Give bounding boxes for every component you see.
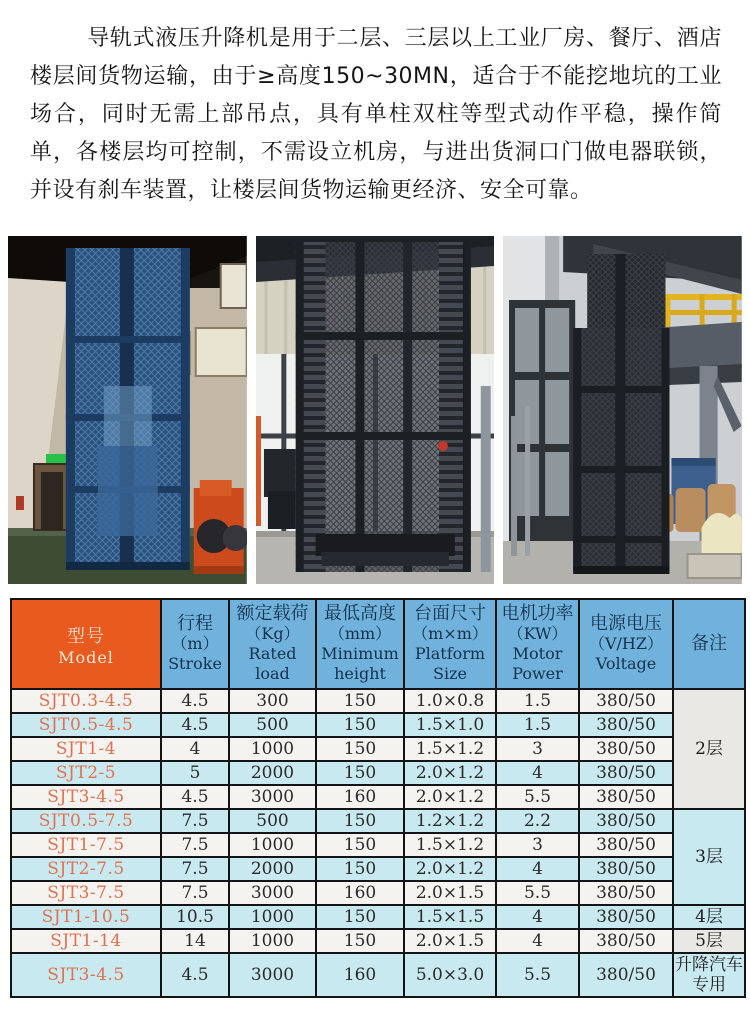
cell-voltage: 380/50	[579, 689, 673, 713]
table-row	[11, 905, 745, 929]
col-header-voltage-unit: （V/HZ）	[588, 634, 664, 653]
col-header-voltage-en: Voltage	[595, 654, 657, 673]
cell-platform: 2.0×1.5	[404, 881, 496, 905]
cell-min-height: 150	[316, 713, 404, 737]
col-header-model-en: Model	[58, 647, 114, 667]
cell-voltage: 380/50	[579, 857, 673, 881]
cell-platform: 2.0×1.2	[404, 857, 496, 881]
col-header-motor-power-unit: （KW）	[507, 624, 568, 643]
cell-platform: 2.0×1.5	[404, 929, 496, 953]
cell-power: 1.5	[496, 713, 579, 737]
cell-min-height: 150	[316, 833, 404, 857]
blue-lift-illustration	[8, 236, 247, 584]
table-row	[11, 881, 745, 905]
cell-platform: 1.0×0.8	[404, 689, 496, 713]
col-header-min-height	[316, 599, 404, 689]
cell-model: SJT3-7.5	[11, 881, 161, 905]
col-header-stroke-unit: （m）	[171, 634, 219, 653]
cell-stroke: 7.5	[161, 881, 229, 905]
cell-model: SJT0.3-4.5	[11, 689, 161, 713]
col-header-platform-size	[404, 599, 496, 689]
cell-model: SJT2-7.5	[11, 857, 161, 881]
cell-voltage: 380/50	[579, 929, 673, 953]
cell-power: 4	[496, 761, 579, 785]
cell-load: 3000	[229, 881, 316, 905]
cell-load: 300	[229, 689, 316, 713]
cell-platform: 1.2×1.2	[404, 809, 496, 833]
col-header-remark-zh: 备注	[691, 633, 727, 654]
spec-table-container	[10, 598, 744, 998]
cell-power: 4	[496, 905, 579, 929]
cell-min-height: 150	[316, 737, 404, 761]
col-header-rated-load-en: Rated load	[248, 644, 297, 683]
table-row	[11, 953, 745, 997]
cell-load: 1000	[229, 737, 316, 761]
cell-stroke: 5	[161, 761, 229, 785]
product-photo-lift-mezzanine	[503, 236, 742, 584]
table-row	[11, 857, 745, 881]
col-header-stroke-en: Stroke	[168, 654, 222, 673]
cell-stroke: 4.5	[161, 689, 229, 713]
cell-voltage: 380/50	[579, 953, 673, 997]
col-header-motor-power-en: Motor Power	[512, 644, 563, 683]
cell-remark-5f: 5层	[673, 929, 745, 953]
cell-model: SJT1-4	[11, 737, 161, 761]
col-header-voltage-zh: 电源电压	[590, 613, 662, 634]
cell-voltage: 380/50	[579, 785, 673, 809]
dark-cage-tower	[295, 242, 470, 572]
cell-load: 1000	[229, 833, 316, 857]
col-header-model-zh: 型号	[67, 625, 105, 647]
table-row	[11, 785, 745, 809]
table-row	[11, 737, 745, 761]
cell-power: 1.5	[496, 689, 579, 713]
cell-load: 1000	[229, 929, 316, 953]
cell-min-height: 160	[316, 881, 404, 905]
col-header-stroke-zh: 行程	[177, 613, 213, 634]
cell-platform: 1.5×1.2	[404, 737, 496, 761]
cell-stroke: 4.5	[161, 785, 229, 809]
cell-voltage: 380/50	[579, 809, 673, 833]
col-header-stroke	[161, 599, 229, 689]
cell-power: 2.2	[496, 809, 579, 833]
cell-model: SJT2-5	[11, 761, 161, 785]
cell-model: SJT0.5-7.5	[11, 809, 161, 833]
cell-stroke: 4	[161, 737, 229, 761]
cell-stroke: 7.5	[161, 809, 229, 833]
cell-power: 5.5	[496, 881, 579, 905]
cell-load: 3000	[229, 785, 316, 809]
cell-voltage: 380/50	[579, 905, 673, 929]
cell-min-height: 150	[316, 929, 404, 953]
col-header-rated-load	[229, 599, 316, 689]
cell-stroke: 4.5	[161, 713, 229, 737]
header-row	[11, 599, 745, 689]
cell-remark-4f: 4层	[673, 905, 745, 929]
dark-lift-workshop-illustration	[256, 236, 495, 584]
cell-min-height: 150	[316, 857, 404, 881]
cell-model: SJT1-14	[11, 929, 161, 953]
col-header-voltage	[579, 599, 673, 689]
cell-remark-3f: 3层	[673, 809, 745, 905]
cell-voltage: 380/50	[579, 881, 673, 905]
cell-model: SJT3-4.5	[11, 785, 161, 809]
product-photo-blue-lift	[8, 236, 247, 584]
cell-load: 500	[229, 809, 316, 833]
cell-voltage: 380/50	[579, 737, 673, 761]
col-header-rated-load-zh: 额定载荷	[236, 603, 309, 624]
cell-remark-2f: 2层	[673, 689, 745, 809]
col-header-min-height-unit: （mm）	[328, 624, 392, 643]
cell-platform: 1.5×1.2	[404, 833, 496, 857]
col-header-motor-power-zh: 电机功率	[501, 603, 574, 624]
blue-lift-tower	[66, 248, 190, 570]
cell-min-height: 160	[316, 953, 404, 997]
cell-model: SJT1-10.5	[11, 905, 161, 929]
cell-power: 4	[496, 929, 579, 953]
cell-voltage: 380/50	[579, 761, 673, 785]
table-row	[11, 761, 745, 785]
cell-power: 4	[496, 857, 579, 881]
cell-model: SJT1-7.5	[11, 833, 161, 857]
cell-stroke: 10.5	[161, 905, 229, 929]
table-row	[11, 689, 745, 713]
col-header-platform-size-en: Platform Size	[414, 644, 486, 683]
cell-load: 1000	[229, 905, 316, 929]
cell-load: 2000	[229, 857, 316, 881]
cell-platform: 5.0×3.0	[404, 953, 496, 997]
cell-min-height: 160	[316, 785, 404, 809]
cell-min-height: 150	[316, 761, 404, 785]
col-header-remark	[673, 599, 745, 689]
cell-platform: 1.5×1.0	[404, 713, 496, 737]
cell-load: 500	[229, 713, 316, 737]
cell-power: 5.5	[496, 953, 579, 997]
cell-power: 5.5	[496, 785, 579, 809]
cell-power: 3	[496, 833, 579, 857]
cell-stroke: 7.5	[161, 833, 229, 857]
col-header-platform-size-unit: （m×m）	[412, 624, 488, 643]
cell-min-height: 150	[316, 905, 404, 929]
col-header-min-height-zh: 最低高度	[324, 603, 396, 624]
table-row	[11, 929, 745, 953]
table-row	[11, 713, 745, 737]
cell-stroke: 7.5	[161, 857, 229, 881]
cell-stroke: 14	[161, 929, 229, 953]
table-row	[11, 809, 745, 833]
cell-remark-car-lift: 升降汽车专用	[675, 955, 743, 995]
spec-table	[10, 598, 746, 998]
col-header-min-height-en: Minimum height	[321, 644, 399, 683]
col-header-model	[11, 599, 161, 689]
cell-model: SJT3-4.5	[11, 953, 161, 997]
product-photo-strip	[8, 236, 742, 584]
cell-load: 2000	[229, 761, 316, 785]
cell-voltage: 380/50	[579, 713, 673, 737]
product-photo-dark-lift-workshop	[256, 236, 495, 584]
cell-platform: 2.0×1.2	[404, 761, 496, 785]
col-header-motor-power	[496, 599, 579, 689]
col-header-platform-size-zh: 台面尺寸	[414, 603, 486, 624]
dark-cage-tower-2	[574, 254, 670, 574]
cell-stroke: 4.5	[161, 953, 229, 997]
cell-voltage: 380/50	[579, 833, 673, 857]
cell-min-height: 150	[316, 689, 404, 713]
intro-paragraph: 导轨式液压升降机是用于二层、三层以上工业厂房、餐厅、酒店楼层间货物运输，由于≥高度150~30MN，适合于不能挖地坑的工业场合，同时无需上部吊点，具有单柱双柱等型式动作平稳，操作简单，各楼层均可控制，不需设立机房，与进出货洞口门做电器联锁，并设有刹车装置，让楼层间货物运输更经济、安全可靠。	[30, 26, 722, 203]
table-row	[11, 833, 745, 857]
cell-power: 3	[496, 737, 579, 761]
lift-mezzanine-illustration	[503, 236, 742, 584]
cell-min-height: 150	[316, 809, 404, 833]
cell-model: SJT0.5-4.5	[11, 713, 161, 737]
cell-load: 3000	[229, 953, 316, 997]
cell-platform: 2.0×1.2	[404, 785, 496, 809]
col-header-rated-load-unit: （Kg）	[245, 624, 300, 643]
cell-platform: 1.5×1.5	[404, 905, 496, 929]
